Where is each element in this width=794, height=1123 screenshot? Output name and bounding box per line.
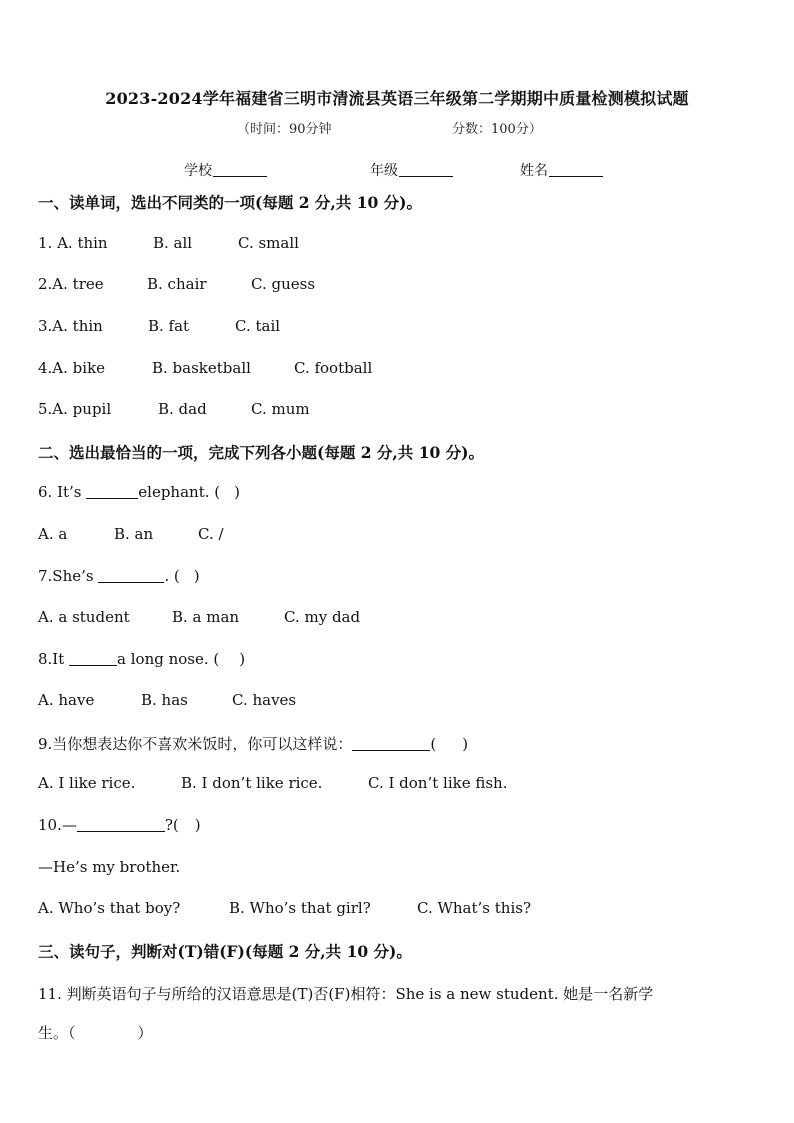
grade-label: 年级 bbox=[370, 163, 398, 179]
q7-close: ) bbox=[193, 567, 200, 585]
grade-field[interactable] bbox=[370, 160, 453, 180]
section-2-heading: 二、选出最恰当的一项，完成下列各小题(每题 2 分,共 10 分)。 bbox=[38, 443, 485, 462]
page-title: 2023-2024学年福建省三明市清流县英语三年级第二学期期中质量检测模拟试题 bbox=[105, 89, 689, 108]
q7-option-c: C. my dad bbox=[284, 608, 361, 626]
q9-option-a: A. I like rice. bbox=[38, 774, 136, 792]
q10-pre: 10.— bbox=[38, 816, 77, 834]
q9-blank[interactable] bbox=[352, 736, 430, 751]
q8-option-c: C. haves bbox=[232, 691, 297, 709]
q9-option-b: B. I don’t like rice. bbox=[181, 774, 323, 792]
q6-option-b: B. an bbox=[114, 525, 154, 543]
q3-option-b: B. fat bbox=[148, 317, 190, 335]
q8-blank[interactable] bbox=[69, 651, 117, 666]
q4-option-b: B. basketball bbox=[152, 359, 251, 377]
q7-post: . ( bbox=[164, 567, 180, 585]
q11-stem-line1: 11. 判断英语句子与所给的汉语意思是(T)否(F)相符：She is a new student. 她是一名新学 bbox=[38, 985, 654, 1003]
q7-option-a: A. a student bbox=[38, 608, 130, 626]
q7-stem bbox=[38, 567, 200, 585]
q8-option-a: A. have bbox=[38, 691, 95, 709]
q6-post: elephant. ( bbox=[138, 483, 221, 501]
q1-option-b: B. all bbox=[153, 234, 193, 252]
section-3-heading: 三、读句子，判断对(T)错(F)(每题 2 分,共 10 分)。 bbox=[38, 942, 412, 961]
q6-blank[interactable] bbox=[86, 484, 138, 499]
q6-option-a: A. a bbox=[38, 525, 68, 543]
q6-pre: 6. It’s bbox=[38, 483, 82, 501]
q8-stem bbox=[38, 650, 245, 668]
q10-option-a: A. Who’s that boy? bbox=[38, 899, 181, 917]
q5-option-c: C. mum bbox=[251, 400, 310, 418]
q8-post: a long nose. ( bbox=[117, 650, 220, 668]
q2-option-a: 2.A. tree bbox=[38, 275, 104, 293]
q10-post: ?( bbox=[164, 816, 179, 834]
q5-option-a: 5.A. pupil bbox=[38, 400, 112, 418]
q10-reply: —He’s my brother. bbox=[38, 858, 181, 876]
q2-option-b: B. chair bbox=[147, 275, 207, 293]
q4-option-a: 4.A. bike bbox=[38, 359, 106, 377]
q7-option-b: B. a man bbox=[172, 608, 240, 626]
q9-post: ( bbox=[430, 735, 437, 753]
q7-blank[interactable] bbox=[98, 568, 164, 583]
name-blank[interactable] bbox=[549, 162, 603, 177]
school-field[interactable] bbox=[184, 160, 267, 180]
q11-pre: 生。（ bbox=[38, 1024, 76, 1042]
q5-option-b: B. dad bbox=[158, 400, 207, 418]
q9-pre: 9.当你想表达你不喜欢米饭时，你可以这样说： bbox=[38, 735, 353, 753]
q10-blank[interactable] bbox=[77, 817, 165, 832]
q4-option-c: C. football bbox=[294, 359, 373, 377]
q10-option-c: C. What’s this? bbox=[417, 899, 531, 917]
q6-close: ) bbox=[234, 483, 240, 501]
q6-option-c: C. / bbox=[198, 525, 224, 543]
q3-option-c: C. tail bbox=[235, 317, 281, 335]
name-label: 姓名 bbox=[520, 163, 548, 179]
q10-stem bbox=[38, 816, 201, 834]
q6-stem bbox=[38, 483, 240, 501]
q8-option-b: B. has bbox=[141, 691, 188, 709]
q1-option-c: C. small bbox=[238, 234, 299, 252]
q9-close: ) bbox=[462, 735, 469, 753]
q11-stem-line2 bbox=[38, 1022, 153, 1043]
grade-blank[interactable] bbox=[399, 162, 453, 177]
name-field[interactable] bbox=[520, 160, 603, 180]
q10-option-b: B. Who’s that girl? bbox=[229, 899, 371, 917]
q8-pre: 8.It bbox=[38, 650, 65, 668]
q8-close: ) bbox=[239, 650, 246, 668]
q9-stem bbox=[38, 733, 468, 754]
q1-option-a: 1. A. thin bbox=[38, 234, 108, 252]
q11-close: ） bbox=[137, 1024, 153, 1042]
school-label: 学校 bbox=[184, 163, 212, 179]
q3-option-a: 3.A. thin bbox=[38, 317, 103, 335]
school-blank[interactable] bbox=[213, 162, 267, 177]
q2-option-c: C. guess bbox=[251, 275, 316, 293]
q9-option-c: C. I don’t like fish. bbox=[368, 774, 508, 792]
section-1-heading: 一、读单词，选出不同类的一项(每题 2 分,共 10 分)。 bbox=[38, 193, 423, 212]
score-info: 分数：100分） bbox=[452, 122, 542, 137]
time-info: （时间：90分钟 bbox=[237, 122, 332, 137]
q7-pre: 7.She’s bbox=[38, 567, 94, 585]
q10-close: ) bbox=[194, 816, 201, 834]
